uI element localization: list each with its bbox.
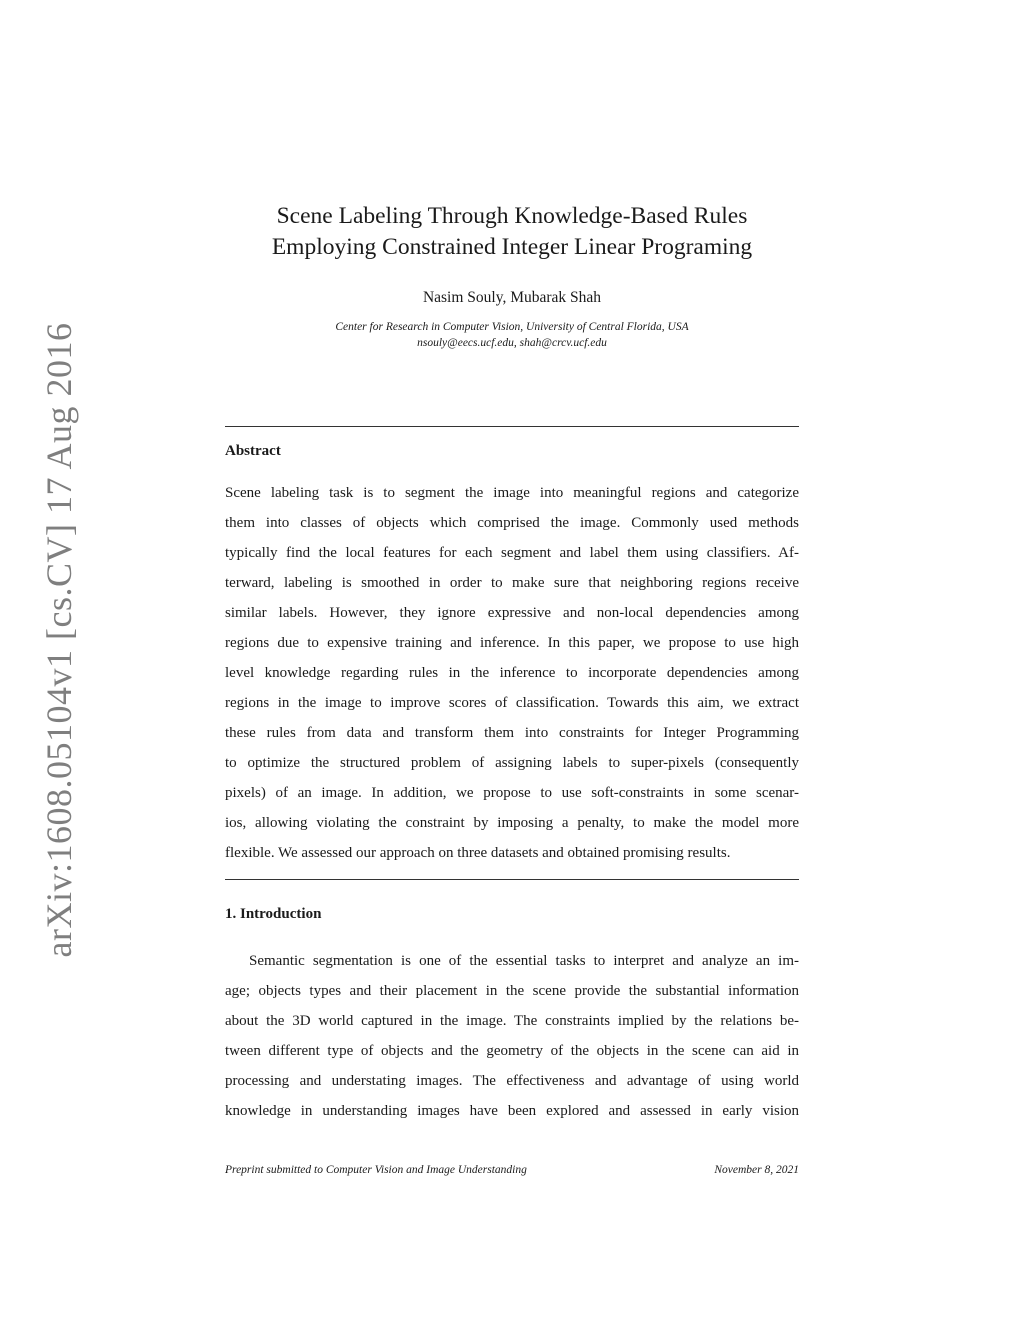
- title-line-1: Scene Labeling Through Knowledge-Based Rules: [276, 203, 748, 229]
- introduction-line: Semantic segmentation is one of the essential tasks to interpret and analyze an im-: [249, 953, 799, 969]
- introduction-heading: 1. Introduction: [225, 906, 322, 922]
- abstract-line: similar labels. However, they ignore expressive and non-local dependencies among: [225, 605, 799, 621]
- abstract-text: [225, 478, 799, 868]
- title-line-2: Employing Constrained Integer Linear Programing: [271, 234, 753, 260]
- abstract-line: typically find the local features for each segment and label them using classifiers. Af-: [225, 545, 799, 561]
- abstract-line: regions due to expensive training and inference. In this paper, we propose to use high: [225, 635, 799, 651]
- abstract-line: these rules from data and transform them into constraints for Integer Programming: [225, 725, 799, 741]
- introduction-text: [225, 946, 799, 1126]
- abstract-line: regions in the image to improve scores of classification. Towards this aim, we extract: [225, 695, 799, 711]
- footer-date: November 8, 2021: [714, 1164, 799, 1176]
- introduction-line: tween different type of objects and the geometry of the objects in the scene can aid in: [225, 1043, 799, 1059]
- paper-title: [0, 201, 1024, 263]
- abstract-bottom-rule: [225, 879, 799, 880]
- introduction-line: age; objects types and their placement in the scene provide the substantial information: [225, 983, 799, 999]
- affiliation: Center for Research in Computer Vision, University of Central Florida, USA: [335, 321, 689, 333]
- abstract-line: level knowledge regarding rules in the inference to incorporate dependencies among: [225, 665, 799, 681]
- abstract-top-rule: [225, 426, 799, 427]
- abstract-heading: Abstract: [225, 443, 281, 459]
- arxiv-identifier: arXiv:1608.05104v1 [cs.CV] 17 Aug 2016: [39, 322, 79, 958]
- abstract-line: to optimize the structured problem of assigning labels to super-pixels (consequently: [225, 755, 799, 771]
- abstract-line: ios, allowing violating the constraint by imposing a penalty, to make the model more: [225, 815, 799, 831]
- abstract-line: flexible. We assessed our approach on three datasets and obtained promising results.: [225, 845, 731, 861]
- affiliation-block: [0, 319, 1024, 351]
- abstract-line: pixels) of an image. In addition, we propose to use soft-constraints in some scenar-: [225, 785, 799, 801]
- introduction-line: processing and understating images. The effectiveness and advantage of using world: [225, 1073, 799, 1089]
- authors: Nasim Souly, Mubarak Shah: [422, 289, 602, 306]
- abstract-line: them into classes of objects which comprised the image. Commonly used methods: [225, 515, 799, 531]
- abstract-line: Scene labeling task is to segment the image into meaningful regions and categorize: [225, 485, 799, 501]
- introduction-line: knowledge in understanding images have been explored and assessed in early vision: [225, 1103, 799, 1119]
- abstract-line: terward, labeling is smoothed in order to make sure that neighboring regions receive: [225, 575, 799, 591]
- footer-journal-note: Preprint submitted to Computer Vision and Image Understanding: [225, 1164, 527, 1176]
- introduction-line: about the 3D world captured in the image. The constraints implied by the relations be-: [225, 1013, 799, 1029]
- author-emails: nsouly@eecs.ucf.edu, shah@crcv.ucf.edu: [417, 337, 607, 349]
